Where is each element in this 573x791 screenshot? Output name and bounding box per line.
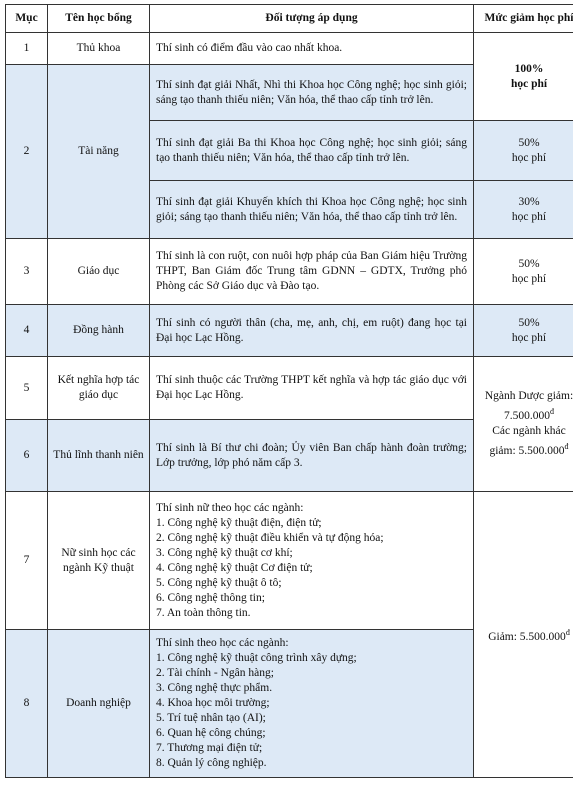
cell-muc: 8 xyxy=(6,630,48,778)
table-row xyxy=(6,33,573,65)
cell-ten: Doanh nghiệp xyxy=(48,630,150,778)
cell-ten: Giáo dục xyxy=(48,239,150,305)
currency-symbol: đ xyxy=(550,407,554,417)
cell-muc: 4 xyxy=(6,305,48,357)
cell-muc: 2 xyxy=(6,65,48,239)
header-row xyxy=(6,5,573,33)
cell-muc-giam-50 xyxy=(474,305,573,357)
discount-percent: 50% xyxy=(518,316,540,329)
cell-muc-giam-duoc xyxy=(474,357,573,492)
cell-doi-tuong: Thí sinh là con ruột, con nuôi hợp pháp của Ban Giám hiệu Trường THPT, Ban Giám đốc Trung tâm GDNN – GDTX, Trưởng phó Phòng các Sở Giáo dục và Đào tạo. xyxy=(150,239,474,305)
cell-ten: Nữ sinh học các ngành Kỹ thuật xyxy=(48,492,150,630)
table-row xyxy=(6,357,573,420)
discount-percent: 50% xyxy=(518,136,540,149)
cell-muc-giam-chung xyxy=(474,492,573,778)
cell-doi-tuong: Thí sinh có điểm đầu vào cao nhất khoa. xyxy=(150,33,474,65)
cell-muc: 1 xyxy=(6,33,48,65)
cell-doi-tuong: Thí sinh có người thân (cha, mẹ, anh, chị, em ruột) đang học tại Đại học Lạc Hồng. xyxy=(150,305,474,357)
cell-muc: 5 xyxy=(6,357,48,420)
cell-ten: Tài năng xyxy=(48,65,150,239)
discount-unit: học phí xyxy=(511,151,547,164)
cell-doi-tuong: Thí sinh đạt giải Khuyến khích thi Khoa học Công nghệ; học sinh giỏi; sáng tạo thanh thiếu niên; Văn hóa, thể thao cấp tỉnh trở lên. xyxy=(150,181,474,239)
cell-muc: 6 xyxy=(6,420,48,492)
currency-symbol: đ xyxy=(564,442,569,451)
discount-unit: học phí xyxy=(510,77,548,90)
cell-muc-giam-30 xyxy=(474,181,573,239)
discount-amount: Giảm: 5.500.000 xyxy=(488,630,566,643)
cell-ten: Kết nghĩa hợp tác giáo dục xyxy=(48,357,150,420)
cell-doi-tuong: Thí sinh theo học các ngành: 1. Công nghệ kỹ thuật công trình xây dựng; 2. Tài chính - Ngân hàng; 3. Công nghệ thực phẩm. 4. Khoa học môi trường; 5. Trí tuệ nhân tạo (AI); 6. Quan hệ công chúng; 7. Thương mại điện tử; 8. Quản lý công nghiệp. xyxy=(150,630,474,778)
discount-unit: học phí xyxy=(511,331,547,344)
cell-muc-giam-50 xyxy=(474,121,573,181)
table-row xyxy=(6,305,573,357)
scholarship-table xyxy=(5,4,573,778)
discount-percent: 30% xyxy=(518,195,540,208)
discount-percent: 100% xyxy=(514,62,544,75)
cell-muc-giam-100 xyxy=(474,33,573,121)
discount-khac-label: Các ngành khác xyxy=(492,425,566,437)
discount-percent: 50% xyxy=(518,257,540,270)
discount-unit: học phí xyxy=(511,272,547,285)
header-muc: Mục xyxy=(6,5,48,33)
cell-ten: Thủ lĩnh thanh niên xyxy=(48,420,150,492)
cell-doi-tuong: Thí sinh nữ theo học các ngành: 1. Công nghệ kỹ thuật điện, điện tử; 2. Công nghệ kỹ thuật điều khiển và tự động hóa; 3. Công nghệ kỹ thuật cơ khí; 4. Công nghệ kỹ thuật Cơ điện tử; 5. Công nghệ kỹ thuật ô tô; 6. Công nghệ thông tin; 7. An toàn thông tin. xyxy=(150,492,474,630)
currency-symbol: đ xyxy=(565,627,570,637)
cell-muc: 3 xyxy=(6,239,48,305)
table-row xyxy=(6,492,573,630)
cell-ten: Đồng hành xyxy=(48,305,150,357)
discount-unit: học phí xyxy=(511,210,547,223)
cell-muc-giam-50 xyxy=(474,239,573,305)
discount-duoc-label: Ngành Dược giảm: xyxy=(484,390,573,403)
header-doi-tuong: Đối tượng áp dụng xyxy=(150,5,474,33)
table-row xyxy=(6,239,573,305)
cell-doi-tuong: Thí sinh là Bí thư chi đoàn; Ủy viên Ban chấp hành đoàn trường; Lớp trưởng, lớp phó năm cấp 3. xyxy=(150,420,474,492)
header-ten: Tên học bổng xyxy=(48,5,150,33)
cell-doi-tuong: Thí sinh thuộc các Trường THPT kết nghĩa và hợp tác giáo dục với Đại học Lạc Hồng. xyxy=(150,357,474,420)
cell-doi-tuong: Thí sinh đạt giải Ba thi Khoa học Công nghệ; học sinh giỏi; sáng tạo thanh thiếu niên; Văn hóa, thể thao cấp tỉnh trở lên. xyxy=(150,121,474,181)
cell-muc: 7 xyxy=(6,492,48,630)
cell-ten: Thủ khoa xyxy=(48,33,150,65)
header-muc-giam: Mức giảm học phí xyxy=(474,5,573,33)
discount-duoc-amount: 7.500.000 xyxy=(504,410,550,422)
discount-khac-amount: giảm: 5.500.000 xyxy=(489,444,565,457)
cell-doi-tuong: Thí sinh đạt giải Nhất, Nhì thi Khoa học Công nghệ; học sinh giỏi; sáng tạo thanh thiếu niên; Văn hóa, thể thao cấp tỉnh trở lên. xyxy=(150,65,474,121)
